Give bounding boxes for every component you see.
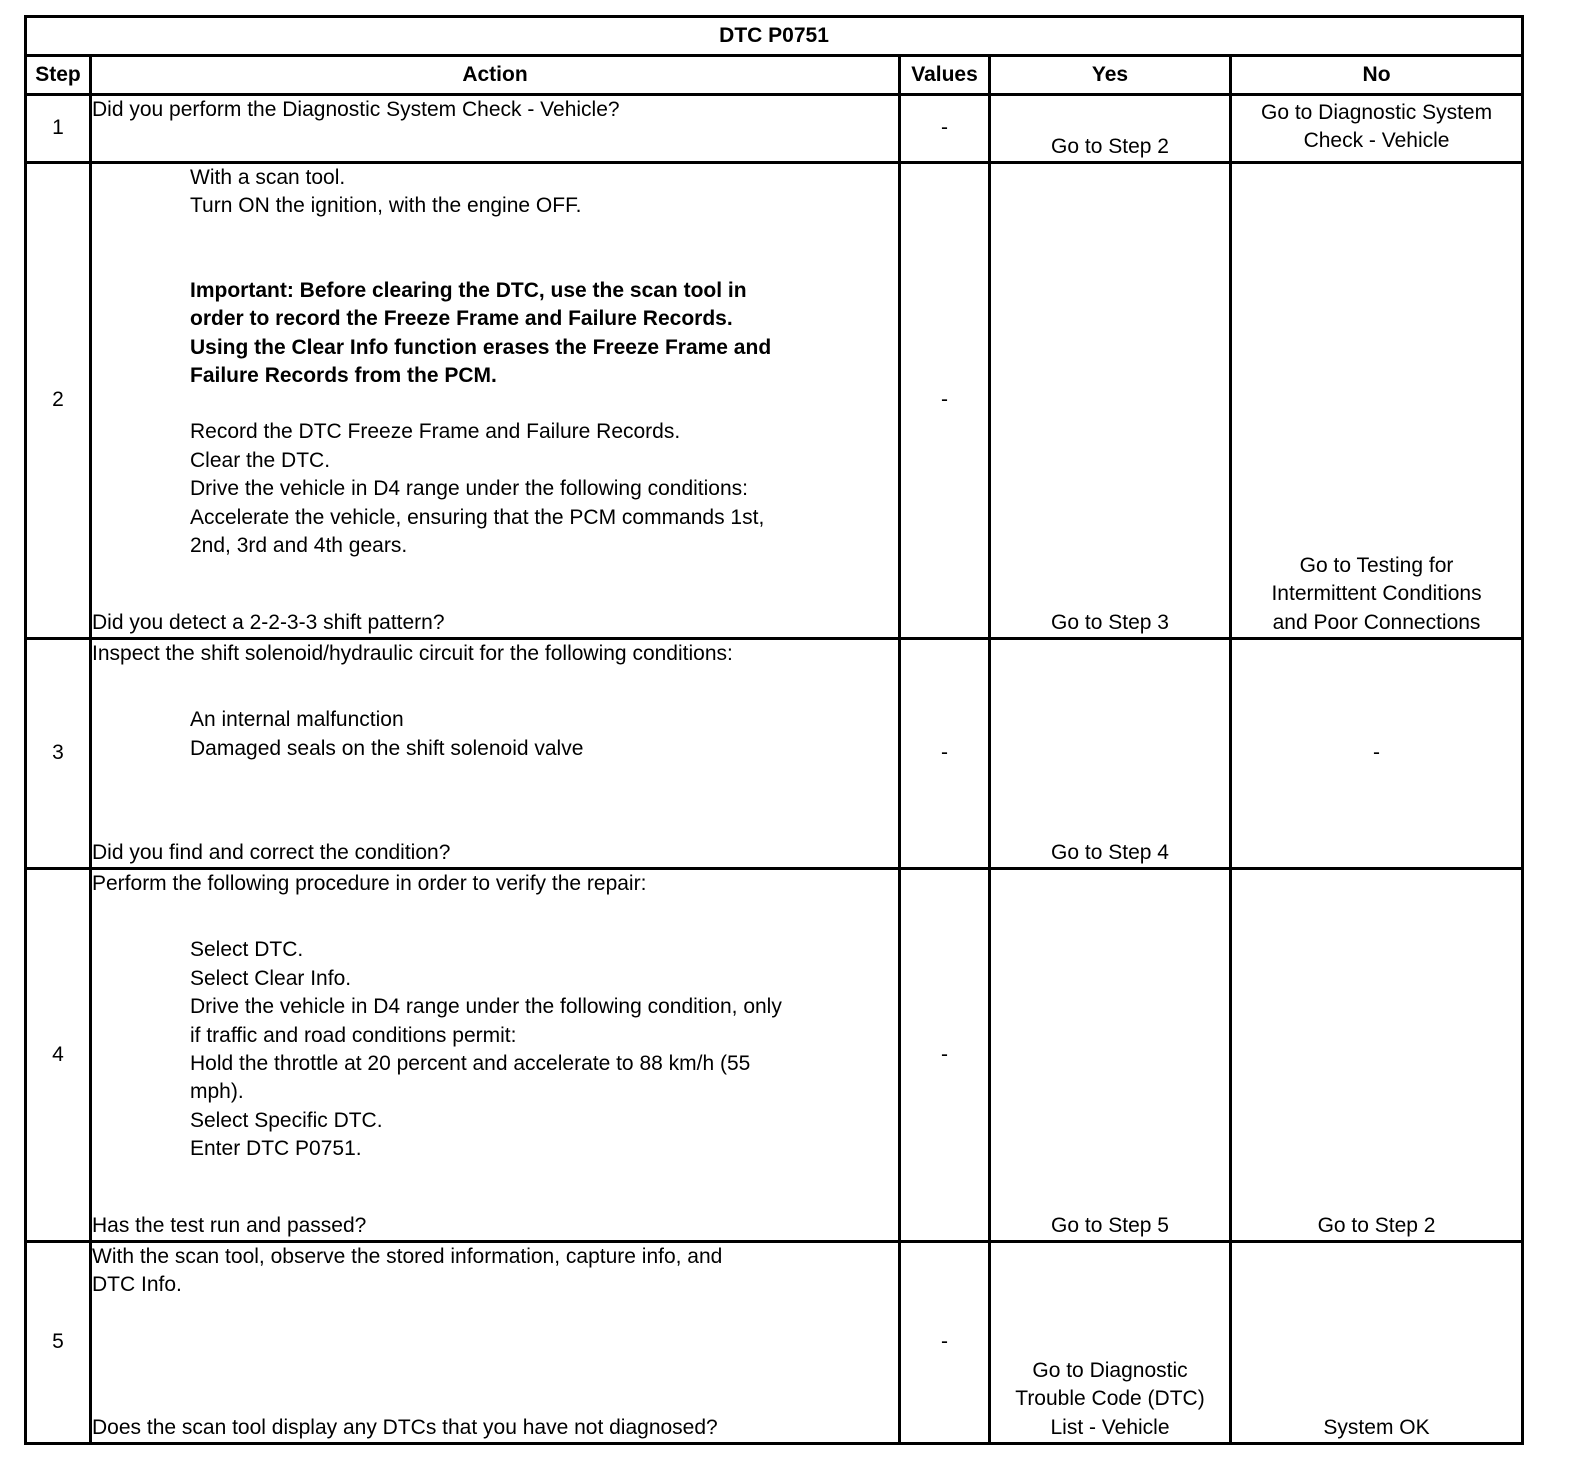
header-no: No (1231, 56, 1523, 95)
header-yes: Yes (990, 56, 1231, 95)
no-cell: Go to Step 2 (1231, 869, 1523, 1242)
yes-line: Go to Diagnostic (1032, 1358, 1188, 1382)
instruction: Drive the vehicle in D4 range under the following condition, only (190, 995, 782, 1019)
yes-line: Trouble Code (DTC) (1015, 1387, 1205, 1411)
step-question: Does the scan tool display any DTCs that you have not diagnosed? (92, 1415, 718, 1439)
yes-cell: Go to Step 4 (990, 639, 1231, 869)
table-row (26, 95, 1523, 163)
header-action: Action (91, 56, 900, 95)
instruction: Select DTC. (190, 938, 304, 962)
no-line: and Poor Connections (1272, 610, 1481, 634)
yes-cell: Go to Step 3 (990, 163, 1231, 639)
instruction-list (92, 706, 898, 763)
action-cell (91, 639, 900, 869)
table-row (26, 869, 1523, 1242)
important-note: Using the Clear Info function erases the Freeze Frame and (190, 335, 772, 359)
instruction: Select Clear Info. (190, 966, 352, 990)
values-cell: - (900, 95, 990, 163)
no-line: Go to Diagnostic System (1260, 101, 1493, 124)
action-cell (91, 869, 900, 1242)
table-row (26, 639, 1523, 869)
table-row (26, 163, 1523, 639)
header-values: Values (900, 56, 990, 95)
instruction: mph). (190, 1080, 244, 1104)
no-line: Go to Testing for (1299, 553, 1454, 577)
values-cell: - (900, 163, 990, 639)
no-cell (1231, 163, 1523, 639)
dtc-table (24, 15, 1524, 1445)
instruction: Drive the vehicle in D4 range under the following conditions: (190, 477, 748, 501)
important-note: Important: Before clearing the DTC, use the scan tool in (190, 278, 747, 302)
header-step: Step (26, 56, 91, 95)
step-number: 1 (26, 95, 91, 163)
action-cell (91, 1242, 900, 1444)
step-question: Has the test run and passed? (92, 1213, 367, 1237)
step-number: 4 (26, 869, 91, 1242)
yes-line: List - Vehicle (1050, 1415, 1170, 1439)
step-question: Did you perform the Diagnostic System Check - Vehicle? (92, 98, 620, 121)
step-intro: DTC Info. (92, 1273, 182, 1297)
step-intro: Perform the following procedure in order to verify the repair: (92, 872, 647, 895)
important-note: order to record the Freeze Frame and Failure Records. (190, 307, 733, 331)
values-cell: - (900, 1242, 990, 1444)
instruction-list (92, 164, 898, 560)
step-question: Did you find and correct the condition? (92, 840, 451, 864)
instruction: An internal malfunction (190, 708, 404, 732)
important-note: Failure Records from the PCM. (190, 364, 497, 388)
no-line: Check - Vehicle (1303, 129, 1450, 153)
yes-cell (990, 1242, 1231, 1444)
instruction: Accelerate the vehicle, ensuring that the PCM commands 1st, (190, 505, 765, 529)
instruction: 2nd, 3rd and 4th gears. (190, 534, 408, 558)
instruction: Turn ON the ignition, with the engine OFF. (190, 194, 582, 218)
yes-cell: Go to Step 5 (990, 869, 1231, 1242)
step-number: 5 (26, 1242, 91, 1444)
instruction: Damaged seals on the shift solenoid valve (190, 736, 584, 760)
no-cell (1231, 95, 1523, 163)
values-cell: - (900, 869, 990, 1242)
instruction: Enter DTC P0751. (190, 1137, 362, 1161)
values-cell: - (900, 639, 990, 869)
step-intro: With the scan tool, observe the stored information, capture info, and (92, 1245, 723, 1268)
table-title: DTC P0751 (26, 17, 1523, 56)
instruction: With a scan tool. (190, 166, 346, 189)
table-row (26, 1242, 1523, 1444)
step-question: Did you detect a 2-2-3-3 shift pattern? (92, 610, 445, 634)
no-line: Intermittent Conditions (1271, 582, 1482, 606)
yes-cell: Go to Step 2 (990, 95, 1231, 163)
instruction: if traffic and road conditions permit: (190, 1023, 517, 1047)
instruction: Record the DTC Freeze Frame and Failure Records. (190, 420, 681, 444)
step-intro: Inspect the shift solenoid/hydraulic circuit for the following conditions: (92, 642, 733, 665)
step-number: 2 (26, 163, 91, 639)
instruction-list (92, 936, 898, 1163)
action-cell (91, 163, 900, 639)
step-number: 3 (26, 639, 91, 869)
instruction: Clear the DTC. (190, 448, 331, 472)
instruction: Hold the throttle at 20 percent and accelerate to 88 km/h (55 (190, 1052, 751, 1076)
no-cell: - (1231, 639, 1523, 869)
no-cell: System OK (1231, 1242, 1523, 1444)
action-cell (91, 95, 900, 163)
instruction: Select Specific DTC. (190, 1108, 383, 1132)
